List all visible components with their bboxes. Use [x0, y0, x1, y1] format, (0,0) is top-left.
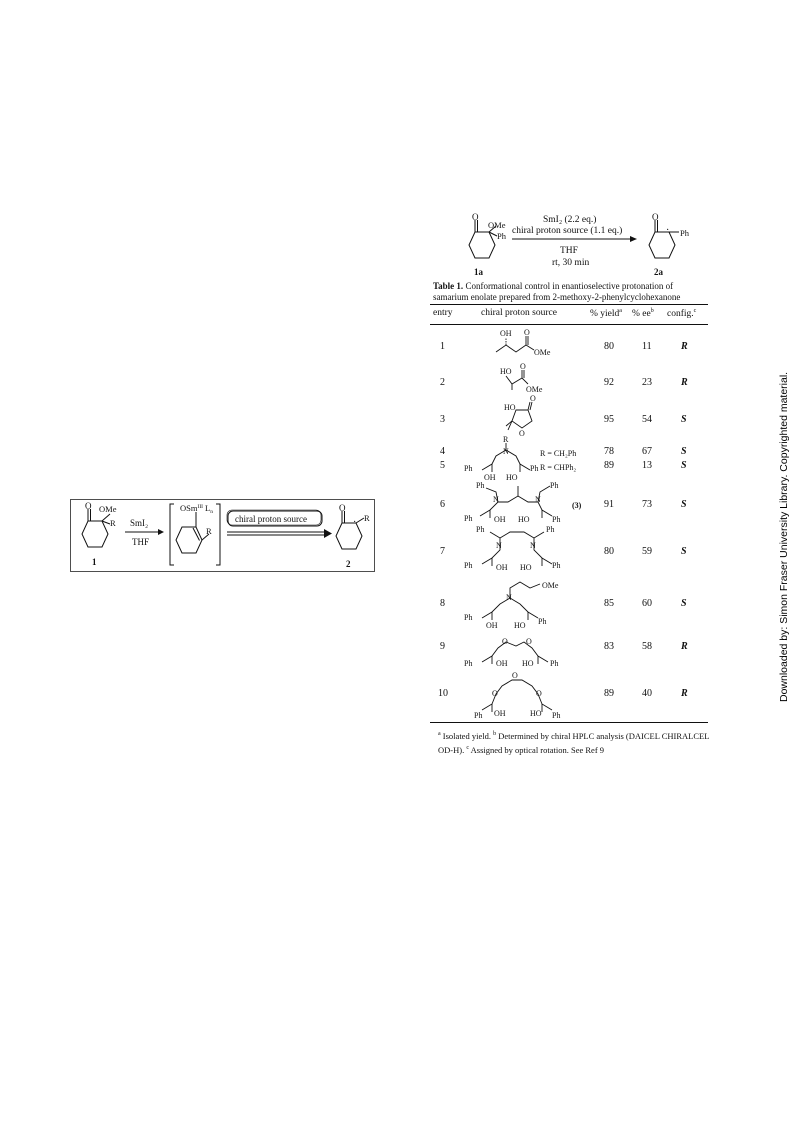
product-r: R — [364, 513, 370, 523]
start-ome: OMe — [99, 504, 117, 514]
svg-text:O: O — [502, 637, 508, 646]
svg-text:·: · — [353, 517, 357, 528]
header-config: config.$^c$ — [667, 308, 697, 320]
svg-text:R = CHPh₂: R = CHPh₂ — [540, 463, 577, 472]
svg-text:HO: HO — [530, 709, 542, 718]
svg-text:Ph: Ph — [476, 481, 485, 490]
svg-text:Ph: Ph — [552, 561, 561, 570]
svg-text:HO: HO — [506, 473, 518, 482]
start-ph: Ph — [497, 231, 506, 241]
table-caption — [433, 281, 707, 303]
svg-text:Ph: Ph — [550, 481, 559, 490]
svg-text:HO: HO — [504, 403, 516, 412]
svg-text:OH: OH — [500, 329, 512, 338]
svg-text:O: O — [519, 429, 525, 438]
svg-text:O: O — [524, 328, 530, 337]
start-ome: OMe — [488, 220, 506, 230]
compound-1a-label: 1a — [474, 267, 483, 277]
svg-text:(3): (3) — [572, 501, 582, 510]
svg-text:Ph: Ph — [464, 464, 473, 473]
svg-text:Ph: Ph — [464, 514, 473, 523]
svg-text:O: O — [339, 503, 346, 513]
proton-source-structures — [460, 326, 600, 721]
svg-text:N: N — [496, 541, 502, 550]
compound-2a-label: 2a — [654, 267, 663, 277]
svg-text:Ph: Ph — [538, 617, 547, 626]
header-ee: % $ee^b$ — [632, 308, 654, 320]
reagent-line-2: chiral proton source (1.1 eq.) — [512, 226, 623, 236]
svg-text:OMe: OMe — [534, 348, 551, 357]
svg-text:Ph: Ph — [552, 711, 561, 720]
svg-text:HO: HO — [522, 659, 534, 668]
svg-text:O: O — [512, 671, 518, 680]
svg-text:HO: HO — [520, 563, 532, 572]
ketone-1-structure — [82, 509, 110, 547]
scheme-2 — [430, 208, 710, 282]
svg-text:OH: OH — [496, 659, 508, 668]
table-bottom-rule — [430, 722, 708, 723]
svg-text:Ph: Ph — [464, 659, 473, 668]
svg-text:N: N — [493, 495, 499, 504]
table-top-rule — [430, 304, 708, 305]
svg-text:OH: OH — [494, 515, 506, 524]
osm-label: OSm — [180, 503, 198, 513]
intermediate-r: R — [206, 526, 212, 536]
svg-text:OH: OH — [484, 473, 496, 482]
header-source: chiral proton source — [481, 308, 557, 318]
table-caption-label: Table 1. — [433, 281, 464, 291]
svg-text:OSmIIILn: OSm$^{III}$ $L_n$ — [180, 503, 213, 515]
table-caption-text: Conformational control in enantioselective protonation of samarium enolate prepared from 2-methoxy-2-phenylcyclohexanone — [433, 281, 681, 302]
svg-text:O: O — [536, 689, 542, 698]
thf-solvent: THF — [132, 537, 150, 547]
table-header-rule — [430, 324, 708, 325]
svg-text:O: O — [492, 689, 498, 698]
svg-text:N: N — [530, 541, 536, 550]
svg-text:HO: HO — [514, 621, 526, 630]
svg-text:Ph: Ph — [550, 659, 559, 668]
svg-text:O: O — [472, 212, 479, 222]
svg-text:OH: OH — [496, 563, 508, 572]
svg-text:HO: HO — [518, 515, 530, 524]
header-yield: % yield$^a$ — [590, 308, 622, 320]
svg-text:OH: OH — [486, 621, 498, 630]
svg-text:Ph: Ph — [530, 464, 539, 473]
start-r: R — [110, 518, 116, 528]
svg-text:Ph: Ph — [474, 711, 483, 720]
download-watermark: Downloaded by: Simon Fraser University Library. Copyrighted material. — [778, 371, 790, 702]
table-footnote: $^a$ Isolated yield. $^b$ Determined by chiral HPLC analysis (DAICEL CHIRALCEL OD-H). $^c$ Assigned by optical rotation. See Ref 9 — [438, 730, 710, 755]
svg-text:·: · — [666, 225, 670, 236]
svg-text:R: R — [503, 435, 509, 444]
reagent-line-1: SmI₂ (2.2 eq.) — [543, 215, 597, 225]
header-entry: entry — [433, 308, 453, 318]
svg-text:O: O — [526, 637, 532, 646]
svg-text:Ph: Ph — [464, 561, 473, 570]
svg-text:N: N — [503, 447, 509, 456]
svg-text:OMe: OMe — [526, 385, 543, 394]
svg-text:O: O — [520, 362, 526, 371]
svg-text:N: N — [535, 495, 541, 504]
svg-text:O: O — [530, 394, 536, 403]
svg-text:Ph: Ph — [552, 515, 561, 524]
svg-text:O: O — [85, 501, 92, 511]
scheme-1 — [70, 497, 376, 575]
conditions: rt, 30 min — [552, 258, 590, 268]
thf-solvent: THF — [560, 246, 578, 256]
svg-text:O: O — [652, 212, 659, 222]
svg-text:Ph: Ph — [476, 525, 485, 534]
svg-text:Ph: Ph — [464, 613, 473, 622]
svg-text:OH: OH — [494, 709, 506, 718]
compound-2-label: 2 — [346, 559, 351, 569]
svg-text:HO: HO — [500, 367, 512, 376]
svg-text:Ph: Ph — [546, 525, 555, 534]
svg-text:R = CH₂Ph: R = CH₂Ph — [540, 449, 577, 458]
smi2-reagent: SmI₂ — [130, 518, 149, 528]
compound-1-label: 1 — [92, 557, 97, 567]
product-ph: Ph — [680, 228, 689, 238]
svg-text:OMe: OMe — [542, 581, 559, 590]
svg-text:N: N — [506, 593, 512, 602]
chiral-proton-source-box: chiral proton source — [235, 514, 307, 524]
